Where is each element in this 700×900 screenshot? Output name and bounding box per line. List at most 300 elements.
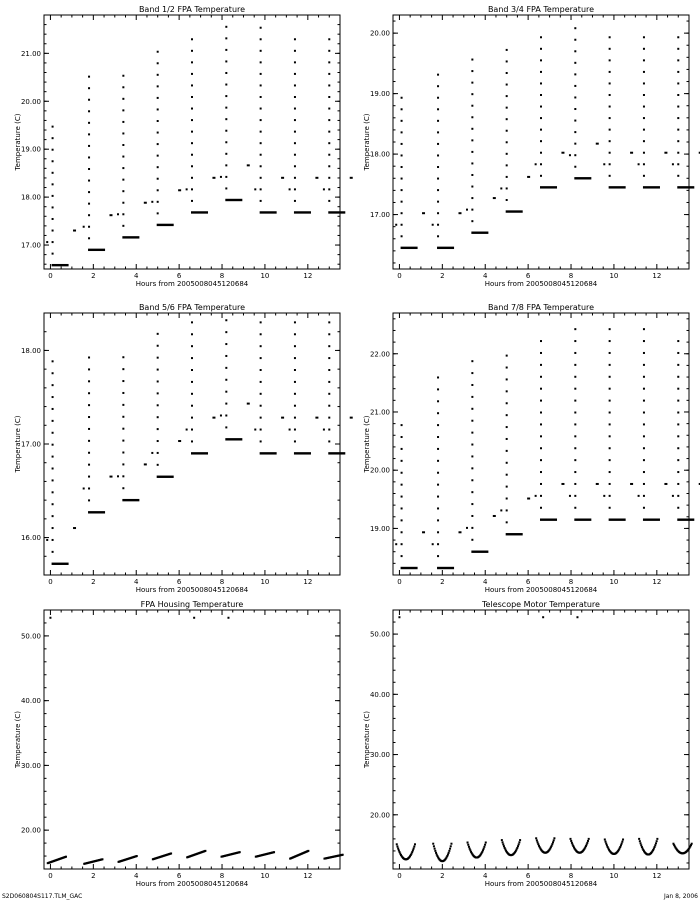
data-point <box>540 352 542 354</box>
data-point <box>437 97 439 99</box>
data-point <box>437 412 439 414</box>
data-point <box>609 175 611 177</box>
orbit-pass <box>117 75 147 239</box>
data-point <box>122 452 124 454</box>
data-point <box>540 507 542 509</box>
orbit-pass <box>501 839 521 856</box>
data-point <box>596 483 599 485</box>
data-point <box>586 844 588 846</box>
data-point <box>471 396 473 398</box>
data-point <box>571 842 573 844</box>
data-point <box>73 230 76 232</box>
data-point <box>294 142 296 144</box>
data-point <box>574 471 576 473</box>
data-point <box>328 200 330 202</box>
data-point <box>437 448 439 450</box>
data-point <box>609 495 611 497</box>
data-point <box>191 61 193 63</box>
data-point <box>574 50 576 52</box>
data-point <box>225 84 227 86</box>
data-point <box>437 154 439 156</box>
data-point <box>471 467 473 469</box>
data-point <box>328 108 330 110</box>
x-tick-label: 4 <box>482 872 488 880</box>
data-point <box>204 850 206 852</box>
data-point <box>677 94 679 96</box>
data-point <box>691 843 693 845</box>
data-point <box>225 37 227 39</box>
data-point <box>52 264 69 266</box>
data-point <box>220 176 222 178</box>
x-axis-label: Hours from 2005008045120684 <box>135 280 249 288</box>
data-point <box>52 206 54 208</box>
data-point <box>506 84 508 86</box>
x-axis-label: Hours from 2005008045120684 <box>135 880 249 888</box>
data-point <box>471 384 473 386</box>
x-tick-label: 8 <box>219 872 225 880</box>
data-point <box>328 369 330 371</box>
data-point <box>574 85 576 87</box>
data-point <box>506 462 508 464</box>
data-point <box>144 202 147 204</box>
data-point <box>401 436 403 438</box>
data-point <box>467 844 469 846</box>
data-point <box>289 429 291 431</box>
data-point <box>471 220 473 222</box>
data-point <box>643 129 645 131</box>
data-point <box>643 495 645 497</box>
data-point <box>260 188 262 190</box>
data-point <box>471 527 473 529</box>
data-point <box>328 165 330 167</box>
data-point <box>260 381 262 383</box>
data-point <box>247 164 250 166</box>
data-point <box>191 405 193 407</box>
data-point <box>643 175 645 177</box>
data-point <box>677 471 679 473</box>
data-point <box>157 464 159 466</box>
data-point <box>643 471 645 473</box>
data-point <box>191 96 193 98</box>
data-point <box>603 163 605 165</box>
data-point <box>506 130 508 132</box>
data-point <box>52 360 54 362</box>
data-point <box>466 209 468 211</box>
data-point <box>483 848 485 850</box>
data-point <box>328 345 330 347</box>
x-tick-label: 8 <box>568 872 574 880</box>
data-point <box>609 388 611 390</box>
data-point <box>401 212 403 214</box>
orbit-pass <box>569 27 599 179</box>
x-tick-label: 10 <box>609 578 619 586</box>
data-point <box>401 166 403 168</box>
outlier-point <box>576 616 578 618</box>
data-point <box>502 843 504 845</box>
orbit-pass <box>151 51 181 226</box>
data-point <box>540 48 542 50</box>
x-tick-label: 8 <box>568 578 574 586</box>
data-point <box>294 369 296 371</box>
data-point <box>122 109 124 111</box>
x-tick-label: 2 <box>440 272 445 280</box>
orbit-pass <box>432 74 462 249</box>
data-point <box>677 59 679 61</box>
data-point <box>535 163 537 165</box>
orbit-pass <box>255 851 275 858</box>
outlier-point <box>227 617 229 619</box>
data-point <box>506 474 508 476</box>
data-point <box>191 357 193 359</box>
footer-right-label: Jan 8, 2006 <box>663 893 698 900</box>
x-tick-label: 12 <box>303 272 313 280</box>
data-point <box>225 343 227 345</box>
data-point <box>191 321 193 323</box>
data-point <box>88 476 90 478</box>
data-point <box>643 36 645 38</box>
data-point <box>122 132 124 134</box>
data-point <box>677 518 694 520</box>
data-point <box>225 72 227 74</box>
data-point <box>506 509 508 511</box>
orbit-pass <box>603 36 633 188</box>
data-point <box>401 519 403 521</box>
data-point <box>401 531 403 533</box>
data-point <box>88 440 90 442</box>
data-point <box>157 74 159 76</box>
data-point <box>122 475 124 477</box>
data-point <box>328 452 345 454</box>
data-point <box>448 852 450 854</box>
data-point <box>328 84 330 86</box>
data-point <box>643 412 645 414</box>
data-point <box>437 120 439 122</box>
data-point <box>191 200 193 202</box>
data-point <box>88 214 90 216</box>
chart-panel-6 <box>363 600 693 888</box>
data-point <box>260 405 262 407</box>
data-point <box>471 209 473 211</box>
data-point <box>437 212 439 214</box>
y-tick-label: 40.00 <box>20 697 41 706</box>
orbit-pass <box>466 59 496 234</box>
data-point <box>52 183 54 185</box>
data-point <box>191 345 193 347</box>
data-point <box>677 152 679 154</box>
data-point <box>540 82 542 84</box>
data-point <box>122 156 124 158</box>
data-point <box>260 154 262 156</box>
data-point <box>437 201 439 203</box>
data-point <box>52 195 54 197</box>
data-point <box>471 432 473 434</box>
data-point <box>225 426 227 428</box>
data-point <box>437 531 439 533</box>
orbit-pass <box>323 854 343 860</box>
data-point <box>677 376 679 378</box>
plot-frame <box>44 610 340 869</box>
data-point <box>157 416 159 418</box>
data-point <box>52 160 54 162</box>
data-point <box>122 392 124 394</box>
data-point <box>88 168 90 170</box>
data-point <box>677 483 679 485</box>
data-point <box>122 440 124 442</box>
data-point <box>191 369 193 371</box>
data-point <box>191 142 193 144</box>
data-point <box>574 108 576 110</box>
data-point <box>569 838 571 840</box>
data-point <box>574 412 576 414</box>
data-point <box>471 139 473 141</box>
data-point <box>609 163 611 165</box>
data-point <box>540 447 542 449</box>
data-point <box>260 452 277 454</box>
data-point <box>643 186 660 188</box>
data-point <box>413 848 415 850</box>
orbit-pass <box>289 850 309 860</box>
x-axis-label: Hours from 2005008045120684 <box>484 586 598 594</box>
y-axis-label: Temperature (C) <box>14 711 22 768</box>
data-point <box>540 71 542 73</box>
x-tick-label: 6 <box>176 872 182 880</box>
data-point <box>315 177 318 179</box>
data-point <box>350 417 353 419</box>
data-point <box>621 843 623 845</box>
x-axis-label: Hours from 2005008045120684 <box>484 880 598 888</box>
data-point <box>422 531 425 533</box>
x-tick-label: 6 <box>525 272 531 280</box>
data-point <box>294 96 296 98</box>
y-tick-label: 17.00 <box>20 241 41 250</box>
data-point <box>122 190 124 192</box>
data-point <box>122 75 124 77</box>
data-point <box>450 845 452 847</box>
data-point <box>434 848 436 850</box>
data-point <box>88 464 90 466</box>
data-point <box>88 380 90 382</box>
data-point <box>401 97 403 99</box>
data-point <box>643 328 645 330</box>
data-point <box>294 211 311 213</box>
data-point <box>518 843 520 845</box>
orbit-pass <box>186 850 206 858</box>
data-point <box>136 855 138 857</box>
data-point <box>52 253 54 255</box>
data-point <box>52 444 54 446</box>
data-point <box>157 440 159 442</box>
data-point <box>401 189 403 191</box>
y-tick-label: 30.00 <box>369 751 390 760</box>
data-point <box>506 402 508 404</box>
orbit-pass <box>396 843 416 860</box>
chart-panel-4 <box>363 303 700 594</box>
data-point <box>225 319 227 321</box>
data-point <box>609 328 611 330</box>
data-point <box>88 416 90 418</box>
orbit-pass <box>289 321 319 454</box>
data-point <box>401 567 418 569</box>
data-point <box>609 400 611 402</box>
data-point <box>447 854 449 856</box>
data-point <box>574 459 576 461</box>
x-tick-label: 6 <box>176 272 182 280</box>
x-tick-label: 10 <box>260 272 270 280</box>
data-point <box>437 166 439 168</box>
data-point <box>519 839 521 841</box>
data-point <box>471 82 473 84</box>
data-point <box>483 846 485 848</box>
data-point <box>328 393 330 395</box>
data-point <box>178 440 181 442</box>
x-tick-label: 8 <box>219 272 225 280</box>
orbit-pass <box>603 328 633 521</box>
data-point <box>281 417 284 419</box>
data-point <box>609 71 611 73</box>
data-point <box>540 388 542 390</box>
data-point <box>328 50 330 52</box>
data-point <box>466 527 468 529</box>
x-tick-label: 6 <box>525 872 531 880</box>
data-point <box>574 328 576 330</box>
data-point <box>260 108 262 110</box>
data-point <box>294 417 296 419</box>
data-point <box>170 852 172 854</box>
data-point <box>157 143 159 145</box>
data-point <box>186 429 188 431</box>
data-point <box>437 472 439 474</box>
x-tick-label: 0 <box>397 272 402 280</box>
data-point <box>122 179 124 181</box>
y-axis-label: Temperature (C) <box>14 113 22 171</box>
data-point <box>328 333 330 335</box>
data-point <box>540 140 542 142</box>
data-point <box>643 364 645 366</box>
data-point <box>609 483 611 485</box>
data-point <box>401 484 403 486</box>
data-point <box>212 177 215 179</box>
chart-panel-5 <box>14 600 344 888</box>
data-points <box>46 319 353 565</box>
data-point <box>260 393 262 395</box>
data-point <box>609 36 611 38</box>
orbit-pass <box>500 49 530 213</box>
data-point <box>191 188 193 190</box>
x-tick-label: 4 <box>133 272 139 280</box>
data-point <box>471 372 473 374</box>
data-point <box>260 61 262 63</box>
data-point <box>178 189 181 191</box>
data-point <box>677 36 679 38</box>
orbit-pass <box>220 851 240 858</box>
data-point <box>506 486 508 488</box>
data-point <box>260 165 262 167</box>
orbit-pass <box>467 841 487 858</box>
data-point <box>506 414 508 416</box>
data-point <box>122 356 124 358</box>
data-point <box>122 202 124 204</box>
data-point <box>73 527 76 529</box>
data-point <box>609 364 611 366</box>
data-point <box>52 384 54 386</box>
orbit-pass <box>186 38 216 213</box>
data-point <box>643 352 645 354</box>
orbit-pass <box>83 356 113 513</box>
data-point <box>191 131 193 133</box>
data-point <box>643 507 645 509</box>
x-tick-label: 10 <box>260 872 270 880</box>
orbit-pass <box>535 837 555 853</box>
data-point <box>52 172 54 174</box>
data-point <box>157 132 159 134</box>
data-point <box>609 140 611 142</box>
data-point <box>52 491 54 493</box>
data-point <box>52 432 54 434</box>
data-point <box>574 400 576 402</box>
data-point <box>574 495 576 497</box>
data-point <box>540 376 542 378</box>
x-tick-label: 0 <box>48 872 53 880</box>
data-point <box>294 405 296 407</box>
data-point <box>225 379 227 381</box>
data-point <box>52 420 54 422</box>
x-tick-label: 2 <box>91 272 96 280</box>
data-point <box>574 73 576 75</box>
data-point <box>643 340 645 342</box>
data-point <box>450 843 452 845</box>
data-point <box>643 459 645 461</box>
data-point <box>397 848 399 850</box>
y-tick-label: 20.00 <box>369 811 390 820</box>
data-point <box>294 119 296 121</box>
data-point <box>471 420 473 422</box>
data-point <box>677 340 679 342</box>
data-point <box>260 211 277 213</box>
data-point <box>471 491 473 493</box>
x-tick-label: 10 <box>260 578 270 586</box>
data-point <box>437 484 439 486</box>
data-point <box>506 49 508 51</box>
data-point <box>643 518 660 520</box>
data-point <box>122 380 124 382</box>
data-point <box>437 424 439 426</box>
data-point <box>609 82 611 84</box>
data-point <box>117 475 119 477</box>
data-point <box>609 352 611 354</box>
data-point <box>157 178 159 180</box>
data-point <box>225 118 227 120</box>
data-point <box>640 842 642 844</box>
y-axis-label: Temperature (C) <box>363 415 371 473</box>
data-point <box>471 197 473 199</box>
data-point <box>122 86 124 88</box>
data-point <box>506 426 508 428</box>
data-point <box>596 143 599 145</box>
data-point <box>225 199 242 201</box>
data-point <box>506 390 508 392</box>
data-point <box>643 163 645 165</box>
data-point <box>574 376 576 378</box>
data-point <box>157 108 159 110</box>
outlier-point <box>49 617 51 619</box>
data-point <box>677 106 679 108</box>
x-tick-label: 4 <box>482 578 488 586</box>
data-point <box>540 175 542 177</box>
data-point <box>458 531 461 533</box>
data-point <box>527 498 530 500</box>
orbit-pass <box>83 76 113 251</box>
data-point <box>401 507 403 509</box>
